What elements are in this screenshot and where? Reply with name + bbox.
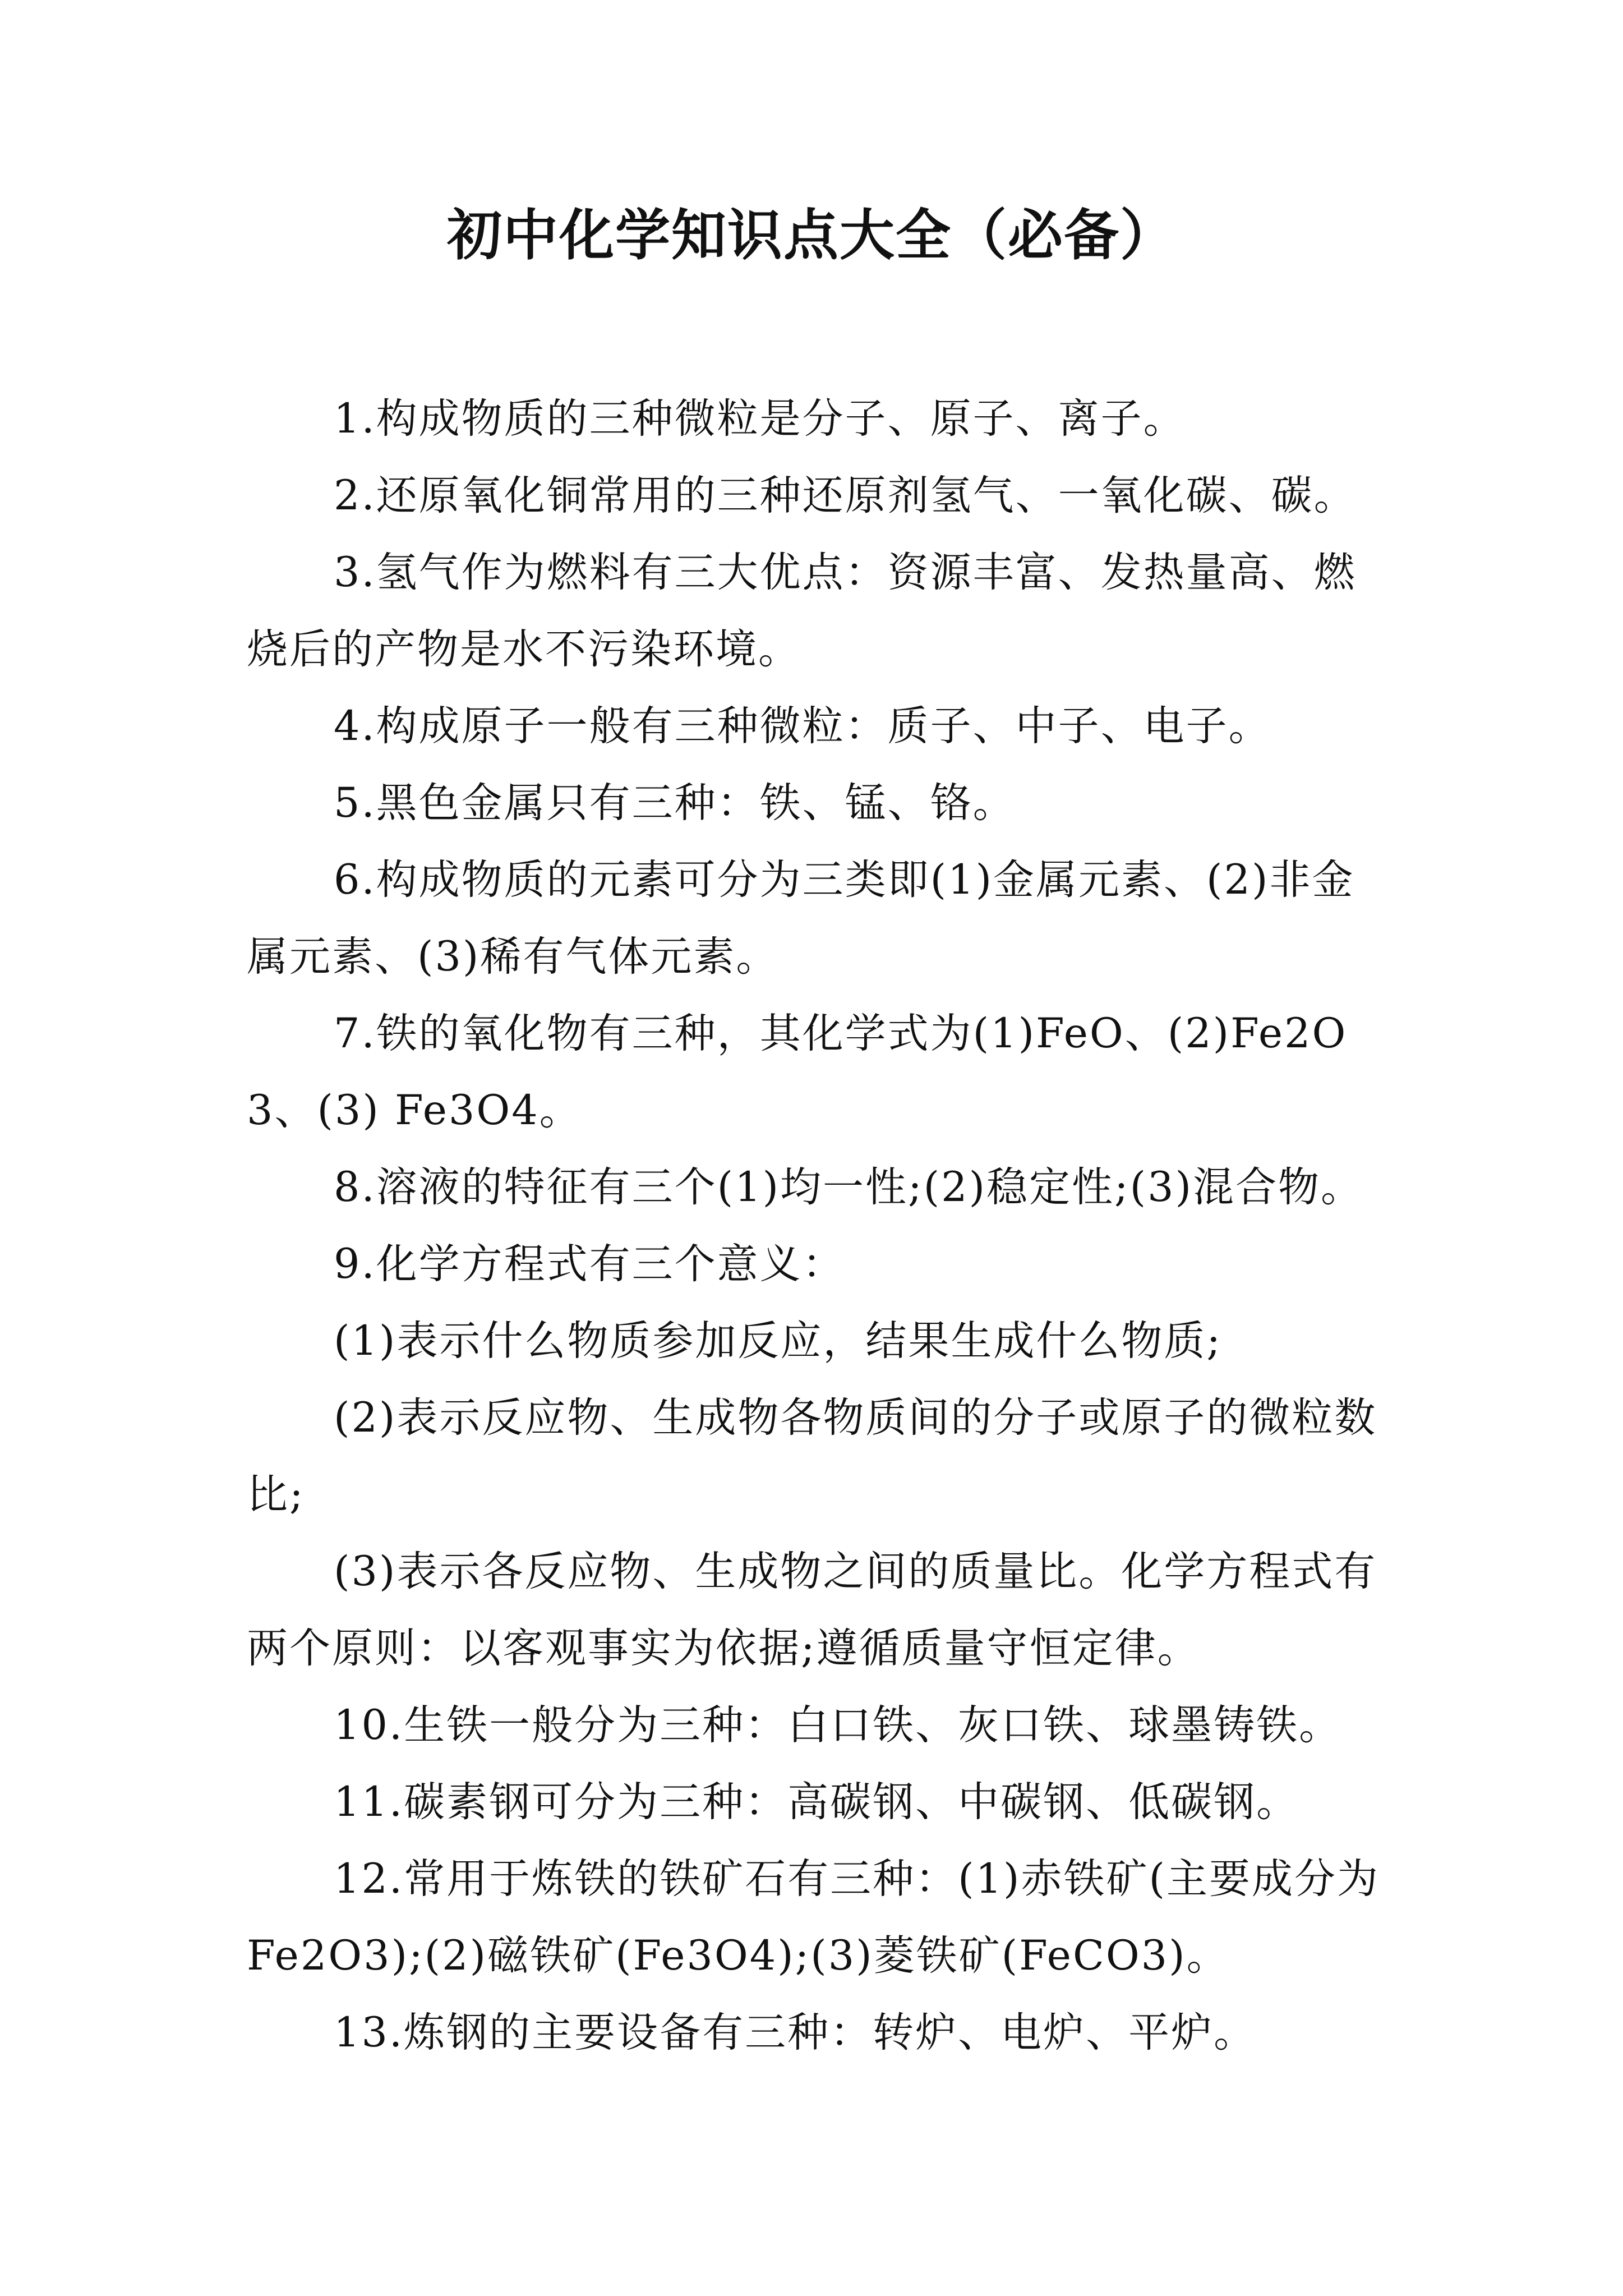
paragraph-4: 4.构成原子一般有三种微粒：质子、中子、电子。 — [334, 702, 1271, 750]
paragraph-8: 8.溶液的特征有三个(1)均一性;(2)稳定性;(3)混合物。 — [334, 1163, 1364, 1211]
paragraph-9: 9.化学方程式有三个意义： — [334, 1240, 845, 1288]
paragraph-3: 3.氢气作为燃料有三大优点：资源丰富、发热量高、燃烧后的产物是水不污染环境。 — [247, 549, 1357, 673]
document-title: 初中化学知识点大全（必备） — [446, 204, 1176, 268]
paragraph-10: 10.生铁一般分为三种：白口铁、灰口铁、球墨铸铁。 — [334, 1701, 1342, 1749]
paragraph-1: 1.构成物质的三种微粒是分子、原子、离子。 — [334, 395, 1186, 443]
paragraph-9-3: (3)表示各反应物、生成物之间的质量比。化学方程式有两个原则：以客观事实为依据;遵循质量守恒定律。 — [247, 1548, 1377, 1672]
paragraph-9-2: (2)表示反应物、生成物各物质间的分子或原子的微粒数比; — [247, 1394, 1377, 1519]
paragraph-5: 5.黑色金属只有三种：铁、锰、铬。 — [334, 779, 1016, 827]
paragraph-13: 13.炼钢的主要设备有三种：转炉、电炉、平炉。 — [334, 2009, 1257, 2056]
paragraph-9-1: (1)表示什么物质参加反应，结果生成什么物质; — [334, 1317, 1222, 1365]
document-body — [247, 380, 1391, 2071]
paragraph-12: 12.常用于炼铁的铁矿石有三种：(1)赤铁矿(主要成分为Fe2O3);(2)磁铁矿(Fe3O4);(3)菱铁矿(FeCO3)。 — [247, 1855, 1380, 1980]
paragraph-6: 6.构成物质的元素可分为三类即(1)金属元素、(2)非金属元素、(3)稀有气体元素。 — [247, 856, 1355, 981]
paragraph-11: 11.碳素钢可分为三种：高碳钢、中碳钢、低碳钢。 — [334, 1778, 1299, 1826]
paragraph-7: 7.铁的氧化物有三种，其化学式为(1)FeO、(2)Fe2O3、(3) Fe3O4。 — [247, 1010, 1348, 1134]
paragraph-2: 2.还原氧化铜常用的三种还原剂氢气、一氧化碳、碳。 — [334, 472, 1357, 519]
